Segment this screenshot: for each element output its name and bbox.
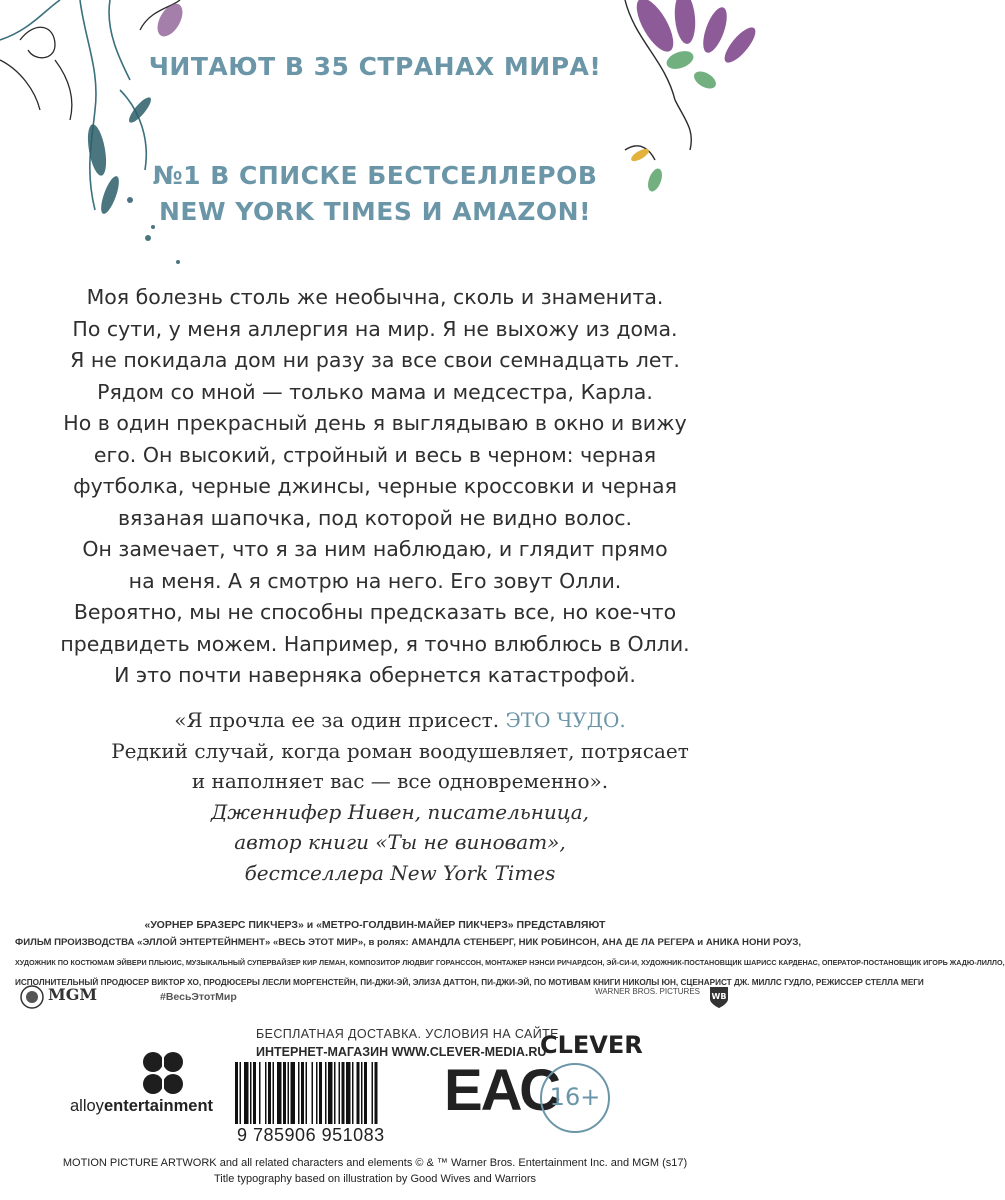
shipping-note: БЕСПЛАТНАЯ ДОСТАВКА. УСЛОВИЯ НА САЙТЕ. — [256, 1027, 563, 1041]
blurb-line: Он замечает, что я за ним наблюдаю, и глядит прямо — [82, 537, 668, 561]
barcode-bar — [361, 1062, 363, 1124]
svg-text:WB: WB — [711, 992, 727, 1001]
credits-line: «УОРНЕР БРАЗЕРС ПИКЧЕРЗ» и «МЕТРО-ГОЛДВИН-МАЙЕР ПИКЧЕРЗ» ПРЕДСТАВЛЯЮТ — [144, 919, 606, 931]
shop-url: ИНТЕРНЕТ-МАГАЗИН WWW.CLEVER-MEDIA.RU — [256, 1045, 547, 1059]
barcode-bar — [306, 1062, 308, 1124]
wb-shield-icon — [708, 985, 730, 1009]
blurb-line: Вероятно, мы не способны предсказать все, но кое-что — [73, 600, 677, 624]
blurb-line: предвидеть можем. Например, я точно влюблюсь в Олли. — [60, 631, 690, 656]
blurb-line: И это почти наверняка обернется катастрофой. — [114, 663, 636, 687]
alloy-logo-light: alloy — [70, 1097, 104, 1115]
quote-line: и наполняет вас — все одновременно». — [191, 769, 609, 793]
quote-accent: ЭТО ЧУДО. — [505, 708, 626, 732]
blurb-line: футболка, черные джинсы, черные кроссовки и черная — [73, 474, 677, 498]
barcode-bar — [265, 1062, 267, 1124]
eac-mark: ЕАС — [444, 1058, 560, 1123]
barcode-bar — [235, 1062, 238, 1124]
barcode-bar — [277, 1062, 282, 1124]
barcode-bar — [240, 1062, 242, 1124]
mgm-logo: MGM — [48, 985, 98, 1004]
mgm-lion-icon — [20, 985, 44, 1009]
blurb-line: вязаная шапочка, под которой не видно волос. — [117, 505, 633, 530]
barcode-bar — [244, 1062, 249, 1124]
wb-logo-text: WARNER BROS. PICTURES — [594, 987, 700, 996]
barcode-bar — [334, 1062, 336, 1124]
barcode-bar — [372, 1062, 374, 1124]
quote-line — [80, 705, 720, 736]
barcode-bar — [291, 1062, 296, 1124]
blurb-line: на меня. А я смотрю на него. Его зовут Олли. — [128, 568, 622, 593]
blurb-line: Я не покидала дом ни разу за все свои семнадцать лет. — [70, 348, 680, 372]
barcode-bar — [325, 1062, 327, 1124]
barcode-bar — [268, 1062, 271, 1124]
blurb-line: его. Он высокий, стройный и весь в черном: черная — [93, 442, 657, 467]
alloy-logo-icon — [115, 1050, 215, 1100]
quote-attribution: автор книги «Ты не виноват», — [234, 830, 566, 854]
headline-bestseller — [0, 158, 750, 230]
barcode-bar — [375, 1062, 378, 1124]
copyright-line: Title typography based on illustration by Good Wives and Warriors — [214, 1173, 536, 1185]
blurb-line: Рядом со мной — только мама и медсестра, Карла. — [97, 379, 653, 404]
barcode-bar — [352, 1062, 354, 1124]
publisher-logo: CLEVER — [540, 1031, 643, 1059]
barcode-bar — [357, 1062, 360, 1124]
headline-bestseller-line: №1 В СПИСКЕ БЕСТСЕЛЛЕРОВ — [152, 161, 598, 190]
copyright-notice — [0, 1155, 750, 1187]
barcode-bar — [288, 1062, 290, 1124]
credits-line: ФИЛЬМ ПРОИЗВОДСТВА «ЭЛЛОЙ ЭНТЕРТЕЙНМЕНТ» «ВЕСЬ ЭТОТ МИР», в ролях: АМАНДЛА СТЕНБЕРГ, НИК РОБИНСОН, АНА ДЕ ЛА РЕГЕРА и АНИКА НОНИ РОУЗ, — [15, 937, 802, 948]
headline-bestseller-line: NEW YORK TIMES И AMAZON! — [159, 197, 591, 226]
barcode-bar — [316, 1062, 318, 1124]
barcode-bar — [298, 1062, 300, 1124]
credits-line: ИСПОЛНИТЕЛЬНЫЙ ПРОДЮСЕР ВИКТОР ХО, ПРОДЮСЕРЫ ЛЕСЛИ МОРГЕНСТЕЙН, ПИ-ДЖИ-ЭЙ, ЭЛИЗА ДАТТОН, ПИ-ДЖИ-ЭЙ, ПО МОТИВАМ КНИГИ НИКОЛЫ ЮН, СЦЕНАРИСТ ДЖ. МИЛЛС ГУДЛО, РЕЖИССЕР СТЕЛЛА МЕГИ — [15, 978, 924, 987]
alloy-logo-text — [70, 1097, 213, 1116]
quote-attribution: Дженнифер Нивен, писательница, — [211, 799, 589, 824]
barcode-bar — [319, 1062, 322, 1124]
barcode-bar — [259, 1062, 261, 1124]
credits-logo-row — [20, 985, 730, 1009]
barcode-bar — [346, 1062, 351, 1124]
age-rating-badge: 16+ — [540, 1063, 610, 1133]
barcode-bar — [283, 1062, 286, 1124]
credits-line: ХУДОЖНИК ПО КОСТЮМАМ ЭЙВЕРИ ПЛЬЮИС, МУЗЫКАЛЬНЫЙ СУПЕРВАЙЗЕР КИР ЛЕМАН, КОМПОЗИТОР ЛЮДВИГ ГОРАНССОН, МОНТАЖЕР НЭНСИ РИЧАРДСОН, ЭЙ-СИ-И, ХУДОЖНИК-ПОСТАНОВЩИК ШАРИСС КАРДЕНАС, ОПЕРАТОР-ПОСТАНОВЩИК ИГОРЬ ЖАДЮ-ЛИЛЛО, — [15, 958, 1005, 967]
blurb-line: Но в один прекрасный день я выглядываю в окно и вижу — [63, 411, 687, 435]
barcode-bar — [328, 1062, 333, 1124]
headline-countries: ЧИТАЮТ В 35 СТРАНАХ МИРА! — [148, 52, 602, 81]
blurb-line: Моя болезнь столь же необычна, сколь и знаменита. — [86, 285, 664, 309]
film-credits — [15, 917, 1005, 993]
barcode — [235, 1062, 430, 1124]
review-quote — [80, 705, 720, 888]
hashtag: #ВесьЭтотМир — [160, 991, 237, 1003]
barcode-bar — [250, 1062, 252, 1124]
barcode-bar — [339, 1062, 341, 1124]
blurb-line: По сути, у меня аллергия на мир. Я не выхожу из дома. — [72, 316, 678, 341]
copyright-line: MOTION PICTURE ARTWORK and all related characters and elements © & ™ Warner Bros. Entertainment Inc. and MGM (s17) — [62, 1157, 688, 1169]
book-blurb — [40, 282, 710, 692]
barcode-bar — [301, 1062, 304, 1124]
isbn-number: 9 785906 951083 — [237, 1125, 385, 1145]
barcode-bar — [253, 1062, 256, 1124]
barcode-bar — [342, 1062, 345, 1124]
barcode-bar — [312, 1062, 314, 1124]
alloy-logo-bold: entertainment — [103, 1097, 214, 1115]
barcode-bar — [273, 1062, 275, 1124]
barcode-bar — [364, 1062, 367, 1124]
quote-line: Редкий случай, когда роман воодушевляет, потрясает — [111, 738, 689, 763]
quote-text: «Я прочла ее за один присест. — [174, 708, 506, 732]
quote-attribution: бестселлера New York Times — [244, 860, 556, 885]
